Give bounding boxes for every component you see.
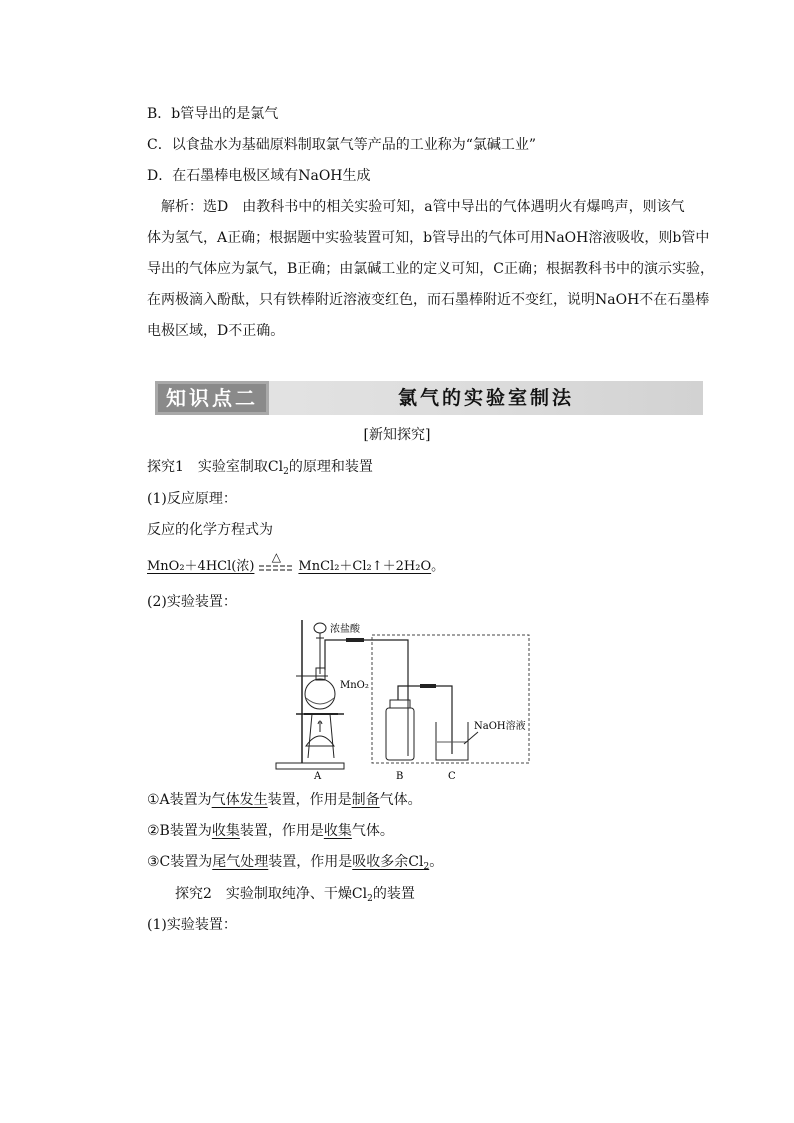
analysis-line-3: 导出的气体应为氯气，B正确；由氯碱工业的定义可知，C正确；根据教科书中的演示实验， [147,261,714,277]
label-concentrated-hcl: 浓盐酸 [330,624,360,635]
label-b: B [396,771,404,782]
banner-tag: 知识点二 [155,381,269,415]
stand-base [276,763,344,769]
equation-intro: 反应的化学方程式为 [147,522,273,538]
equation-left: MnO₂＋4HCl(浓) [147,559,255,574]
apparatus-diagram [268,618,530,782]
chemical-equation: MnO₂＋4HCl(浓) △ MnCl₂＋Cl₂↑＋2H₂O。 [147,557,444,577]
funnel-top [314,623,326,633]
heat-equal-sign [258,550,294,577]
label-a: A [314,771,322,782]
equation-right: MnCl₂＋Cl₂↑＋2H₂O [298,559,432,574]
option-d: D．在石墨棒电极区域有NaOH生成 [147,168,371,184]
explore1-title: 探究1 实验室制取$Cl_2$的原理和装置 [147,459,373,477]
double-line-icon [258,557,294,577]
dashed-box [372,635,529,763]
analysis-line-1: 解析：选D 由教科书中的相关实验可知，a管中导出的气体遇明火有爆鸣声，则该气 [161,199,685,215]
section-label: [新知探究] [363,427,431,443]
leader-line [464,732,478,744]
rubber-joint-1 [346,638,364,642]
option-b: B．b管导出的是氯气 [147,106,279,122]
tripod-leg-left [308,714,312,758]
banner-title: 氯气的实验室制法 [397,387,574,409]
flask-liquid [306,698,334,704]
label-mno2: MnO₂ [340,680,369,691]
item-3: ③C装置为尾气处理装置，作用是吸收多余$Cl_2$。 [147,854,444,872]
explore2-apparatus-label: (1)实验装置： [147,917,237,933]
tube-a-to-b [325,640,408,700]
tube-b-to-c [398,686,452,754]
bottle-b [386,708,414,760]
principle-label: (1)反应原理： [147,491,237,507]
bottle-b-stopper [390,700,410,708]
rubber-joint-2 [420,684,436,688]
label-naoh: NaOH溶液 [474,721,526,732]
analysis-line-2: 体为氢气，A正确；根据题中实验装置可知，b管导出的气体可用NaOH溶液吸收，则b管中 [147,230,710,246]
heat-symbol: △ [271,550,282,564]
explore2-title: 探究2 实验制取纯净、干燥$Cl_2$的装置 [175,886,415,904]
apparatus-label: (2)实验装置： [147,594,237,610]
item-2: ②B装置为收集装置，作用是收集气体。 [147,823,394,839]
section-banner [155,381,703,415]
label-c: C [448,771,456,782]
analysis-line-5: 电极区域，D不正确。 [147,323,285,339]
tripod-leg-right [330,714,334,758]
option-c: C．以食盐水为基础原料制取氯气等产品的工业称为“氯碱工业” [147,137,537,153]
analysis-line-4: 在两极滴入酚酞，只有铁棒附近溶液变红色，而石墨棒附近不变红，说明NaOH不在石墨棒 [147,292,710,308]
item-1: ①A装置为气体发生装置，作用是制备气体。 [147,792,422,808]
